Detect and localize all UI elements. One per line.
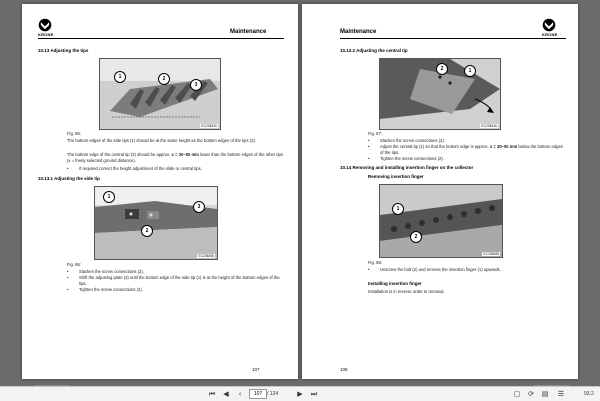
bullet-text: If required correct the height adjustment of the slide or central tips. (79, 166, 202, 171)
next-page-icon[interactable]: ▶ (297, 390, 303, 398)
section-title: Maintenance (340, 29, 377, 35)
callout-3: 3 (193, 201, 205, 213)
krone-logo-icon (38, 18, 52, 32)
callout-2: 2 (141, 225, 153, 237)
figure-id: EC208430 (201, 124, 217, 128)
page-number-input[interactable]: 107 (249, 389, 267, 399)
callout-1: 1 (392, 203, 404, 215)
heading-side-tip: 10.13.1 Adjusting the side tip (38, 176, 100, 181)
callout-2: 2 (410, 231, 422, 243)
prev-arrow-icon[interactable]: ‹ (238, 390, 242, 398)
figure-id: EC208446 (481, 124, 497, 128)
para-text-c: lower than the bottom edges of the other tips (x = freely selected ground distance). (67, 152, 283, 163)
page-layout-icon[interactable]: ▤ (541, 390, 549, 398)
page-total: / 124 (267, 391, 279, 397)
bullet-text: Shift the adjusting plate (3) until the bottom edge of the side tip (1) is at the height of the bottom edges of the tips. (79, 275, 280, 286)
paragraph-side-tips: The bottom edges of the side tips (1) should be at the same height as the bottom edges of the tips (3). (67, 138, 257, 143)
fig-88-caption: Fig. 88: (368, 260, 382, 265)
figure-88-photo (379, 184, 503, 258)
subheading-installing: Installing insertion finger (368, 281, 422, 286)
bullet-text: Tighten the screw connections (2). (380, 156, 444, 161)
figure-id: EC208455 (483, 252, 499, 256)
callout-1: 1 (464, 65, 476, 77)
bullet-shift-plate: • Shift the adjusting plate (3) until the bottom edge of the side tip (1) is at the height of the bottom edges of the tips. (67, 275, 280, 286)
callout-1: 1 (103, 191, 115, 203)
bullet-text: Slacken the screw connections (2). (79, 269, 144, 274)
bullet-text: Slacken the screw connections (2). (380, 138, 445, 143)
callout-2: 2 (158, 73, 170, 85)
subheading-removing: Removing insertion finger (368, 174, 424, 179)
bullet-text: Tighten the screw connections (2). (79, 287, 143, 292)
header-tips-illustration (100, 59, 220, 129)
page-number: 107 (252, 367, 260, 372)
brand-wordmark: KRONE (38, 32, 54, 37)
fig-86-caption: Fig. 86: (67, 262, 81, 267)
menu-icon[interactable]: ☰ (557, 390, 565, 398)
header-rule (38, 38, 284, 39)
figure-85-photo (99, 58, 221, 130)
fit-page-icon[interactable]: ▢ (513, 390, 521, 398)
bullet-text-c: below the bottom edges of the tips. (380, 144, 563, 155)
fig-85-caption: Fig. 85: (67, 131, 81, 136)
figure-86-photo (94, 186, 218, 260)
bullet-slacken: • Slacken the screw connections (2). (67, 269, 144, 274)
prev-page-icon[interactable]: ◀ (223, 390, 229, 398)
callout-3: 3 (190, 79, 202, 91)
last-page-icon[interactable]: ⏭ (310, 390, 318, 398)
header-rule (340, 38, 566, 39)
heading-central-tip: 10.13.2 Adjusting the central tip (340, 48, 408, 53)
bullet-tighten: • Tighten the screw connections (2). (368, 156, 444, 161)
rotate-icon[interactable]: ⟳ (528, 390, 534, 398)
figure-id: EC208456 (198, 254, 214, 258)
callout-1: 1 (114, 71, 126, 83)
first-page-icon[interactable]: ⏮ (208, 390, 216, 398)
bullet-text: Unscrew the bolt (2) and remove the insertion finger (1) upwards. (380, 267, 501, 272)
page-number: 108 (340, 367, 348, 372)
bullet-measure: x = 30–50 mm (489, 144, 518, 149)
viewer-toolbar (0, 386, 600, 401)
krone-logo-icon (542, 18, 556, 32)
bullet-slacken: • Slacken the screw connections (2). (368, 138, 445, 143)
para-text-a: The bottom edge of the central tip (3) should be approx. (67, 152, 171, 157)
section-title: Maintenance (230, 29, 267, 35)
brand-wordmark: KRONE (542, 32, 558, 37)
figure-87-photo (379, 58, 501, 130)
heading-adjusting-tips: 10.13 Adjusting the tips (38, 48, 89, 53)
pdf-page-left (22, 4, 298, 379)
zoom-level[interactable]: 93.2 (584, 391, 594, 397)
bullet-tighten: • Tighten the screw connections (2). (67, 287, 143, 292)
heading-insertion-finger: 10.14 Removing and installing insertion finger on the collector (340, 165, 474, 170)
paragraph-central-tip (67, 152, 287, 164)
insertion-finger-illustration (380, 185, 502, 257)
bullet-text-a: Adjust the central tip (1) so that the bottom edge is approx. (380, 144, 489, 149)
callout-2: 2 (436, 63, 448, 75)
bullet-correct-height: • If required correct the height adjustment of the slide or central tips. (67, 166, 202, 171)
pdf-page-right (302, 4, 578, 379)
bullet-unscrew: • Unscrew the bolt (2) and remove the insertion finger (1) upwards. (368, 267, 501, 272)
paragraph-installation: Installation is in reverse order to removal. (368, 289, 445, 294)
bullet-adjust-central: • Adjust the central tip (1) so that the bottom edge is approx. x = 30–50 mm below the bottom edges of the tips. (368, 144, 563, 155)
para-measure: x = 30–50 mm (171, 152, 199, 157)
fig-87-caption: Fig. 87: (368, 131, 382, 136)
